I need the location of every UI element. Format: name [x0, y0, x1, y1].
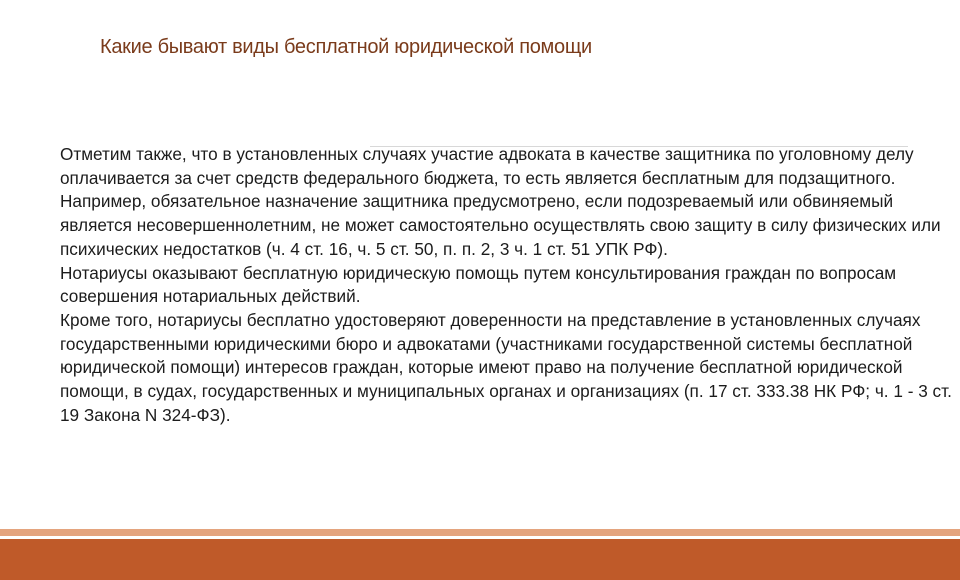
slide-body	[60, 143, 960, 427]
body-paragraph-4: Кроме того, нотариусы бесплатно удостоверяют доверенности на представление в установленных случаях государственными юридическими бюро и адвокатами (участниками государственной системы бесплатной юридической помощи) интересов граждан, которые имеют право на получение бесплатной юридической помощи, в судах, государственных и муниципальных органах и организациях (п. 17 ст. 333.38 НК РФ; ч. 1 - 3 ст. 19 Закона N 324-ФЗ).	[60, 309, 952, 425]
body-paragraph-1: Отметим также, что в установленных случаях участие адвоката в качестве защитника по уголовному делу оплачивается за счет средств федерального бюджета, то есть является бесплатным для подзащитного.	[60, 144, 914, 188]
body-paragraph-3: Нотариусы оказывают бесплатную юридическую помощь путем консультирования граждан по вопросам совершения нотариальных действий.	[60, 262, 897, 307]
body-paragraph-2: Например, обязательное назначение защитника предусмотрено, если подозреваемый или обвиняемый является несовершеннолетним, не может самостоятельно осуществлять свою защиту в силу физических или психических недостатков (ч. 4 ст. 16, ч. 5 ст. 50, п. п. 2, 3 ч. 1 ст. 51 УПК РФ).	[60, 191, 941, 259]
footer-accent-stripe	[0, 529, 960, 536]
footer-band	[0, 539, 960, 580]
slide-title: Какие бывают виды бесплатной юридической помощи	[100, 36, 592, 58]
